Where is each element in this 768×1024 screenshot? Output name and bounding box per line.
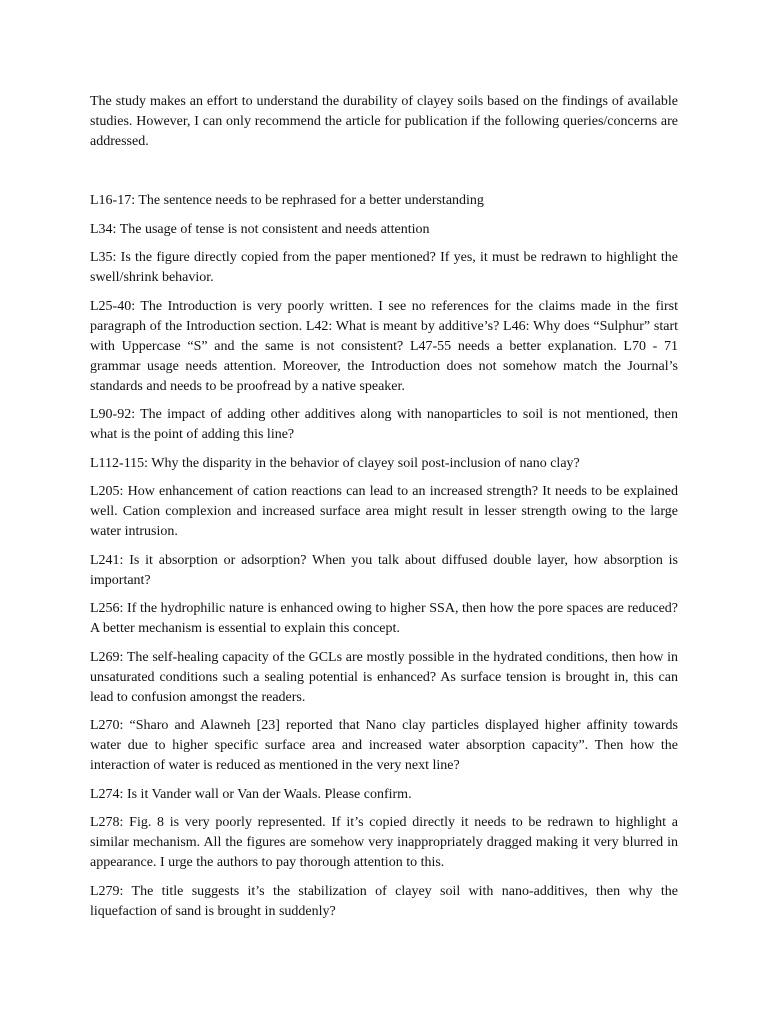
comment-l278: L278: Fig. 8 is very poorly represented. If it’s copied directly it needs to be redrawn to highlight a similar mechanism. All the figures are somehow very inappropriately dragged making it very blurred in appearance. I urge the authors to pay thorough attention to this.: [90, 815, 678, 870]
comment-l90-92: L90-92: The impact of adding other additives along with nanoparticles to soil is not mentioned, then what is the point of adding this line?: [90, 407, 678, 442]
comment-l16-17: L16-17: The sentence needs to be rephrased for a better understanding: [90, 193, 484, 208]
intro-paragraph: The study makes an effort to understand the durability of clayey soils based on the findings of available studies. However, I can only recommend the article for publication if the following queries/concerns are addressed.: [90, 94, 678, 149]
comment-list: [90, 191, 678, 922]
comment-l34: L34: The usage of tense is not consistent and needs attention: [90, 221, 430, 237]
comment-l256: L256: If the hydrophilic nature is enhanced owing to higher SSA, then how the pore spaces are reduced? A better mechanism is essential to explain this concept.: [90, 601, 678, 636]
comment-l35: L35: Is the figure directly copied from the paper mentioned? If yes, it must be redrawn to highlight the swell/shrink behavior.: [90, 250, 678, 285]
comment-l270: L270: “Sharo and Alawneh [23] reported that Nano clay particles displayed higher affinity towards water due to higher specific surface area and increased water absorption capacity”. Then how the interaction of water is reduced as mentioned in the very next line?: [90, 718, 678, 773]
comment-l279: L279: The title suggests it’s the stabilization of clayey soil with nano-additives, then why the liquefaction of sand is brought in suddenly?: [90, 883, 678, 919]
review-document: [90, 92, 678, 930]
comment-l25-40: L25-40: The Introduction is very poorly written. I see no references for the claims made in the first paragraph of the Introduction section. L42: What is meant by additive’s? L46: Why does “Sulphur” start with Uppercase “S” and the same is not consistent? L47-55 needs a better explanation. L70 - 71 grammar usage needs attention. Moreover, the Introduction does not somehow match the Journal’s standards and needs to be proofread by a native speaker.: [90, 298, 678, 394]
comment-l269: L269: The self-healing capacity of the GCLs are mostly possible in the hydrated conditions, then how in unsaturated conditions such a sealing potential is enhanced? As surface tension is brought in, this can lead to confusion amongst the readers.: [90, 649, 678, 705]
comment-l205: L205: How enhancement of cation reactions can lead to an increased strength? It needs to be explained well. Cation complexion and increased surface area might result in lesser strength owing to the large water intrusion.: [90, 484, 678, 539]
comment-l112-115: L112-115: Why the disparity in the behavior of clayey soil post-inclusion of nano clay?: [90, 455, 580, 471]
comment-l241: L241: Is it absorption or adsorption? When you talk about diffused double layer, how absorption is important?: [90, 552, 678, 588]
comment-l274: L274: Is it Vander wall or Van der Waals. Please confirm.: [90, 786, 412, 802]
